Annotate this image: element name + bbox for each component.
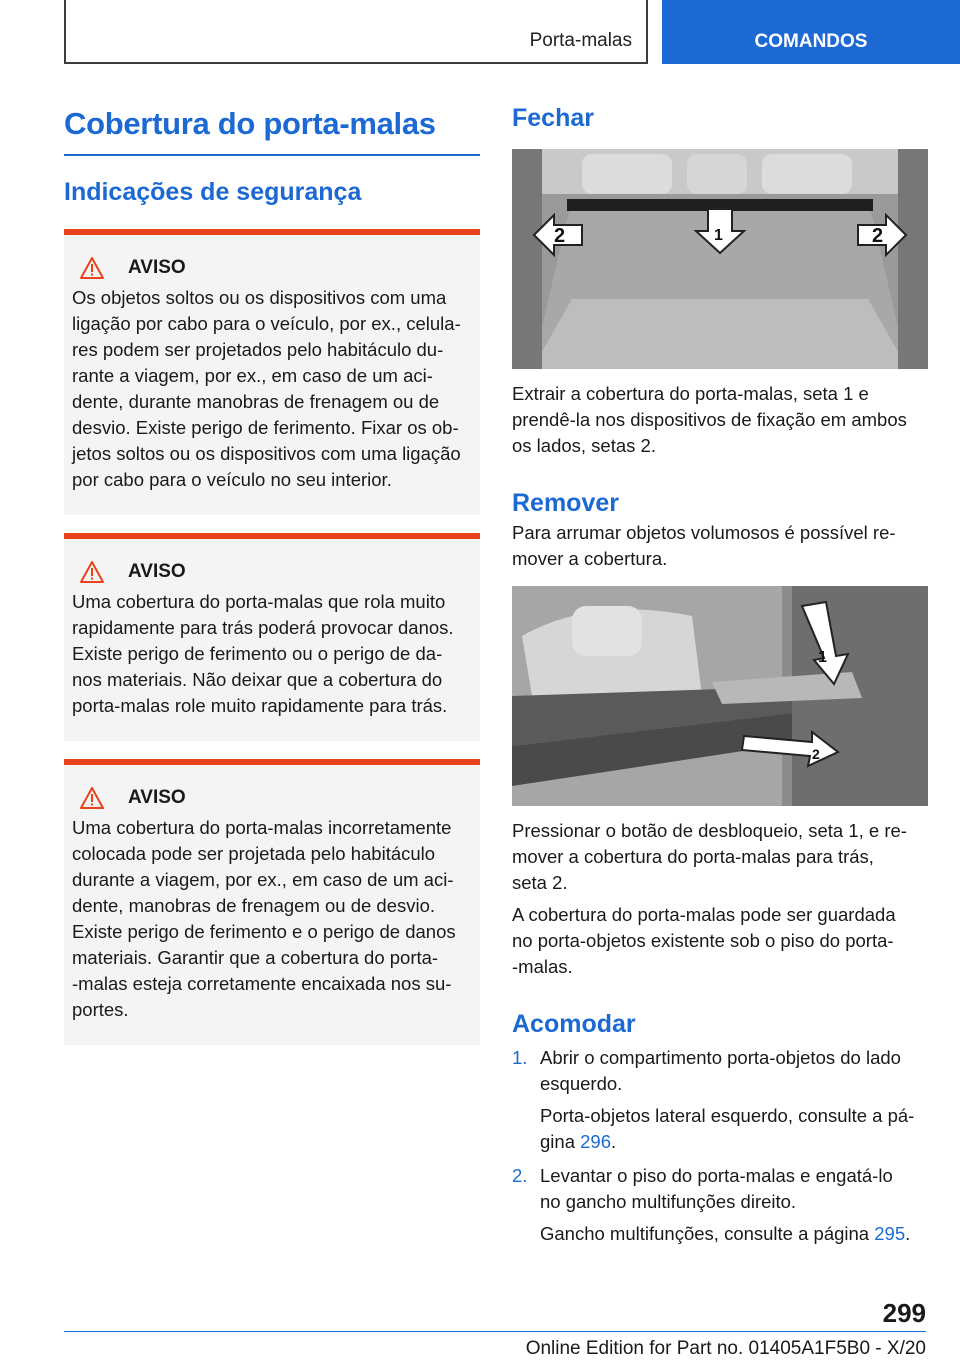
warning-text: Uma cobertura do porta-malas incorretamente colocada pode ser projetada pelo habitáculo durante a viagem, por ex., em caso de um aci- dente, manobras de frenagem ou de desvio. Existe perigo de ferimento e o perigo de danos materiais. Garantir que a cobertura do porta- -malas esteja corretamente encaixada nos su- portes. (72, 817, 456, 1020)
step-number: 1. (512, 1047, 528, 1068)
page-link-295[interactable]: 295 (874, 1223, 906, 1244)
list-item: 2. Levantar o piso do porta-malas e engatá-lo no gancho multifunções direito. Gancho multifunções, consulte a página 295. (512, 1163, 928, 1247)
warning-box-1 (64, 229, 480, 515)
remove-instructions: Pressionar o botão de desbloqueio, seta 1, e re- mover a cobertura do porta-malas para trás, seta 2. A cobertura do porta-malas pode ser guardada no porta-objetos existente sob o piso do porta- -malas. (512, 820, 907, 977)
step-number: 2. (512, 1165, 528, 1186)
svg-text:1: 1 (818, 649, 827, 666)
header-chapter-tab: COMANDOS (662, 0, 960, 64)
warning-triangle-icon (80, 561, 104, 583)
warning-triangle-icon (80, 787, 104, 809)
warning-label: AVISO (128, 257, 186, 278)
warning-box-2 (64, 533, 480, 741)
close-instructions: Extrair a cobertura do porta-malas, seta 1 e prendê-la nos dispositivos de fixação em ambos os lados, setas 2. (512, 383, 907, 456)
remove-heading: Remover (512, 489, 619, 517)
warning-text: Uma cobertura do porta-malas que rola muito rapidamente para trás poderá provocar danos. Existe perigo de ferimento ou o perigo de da- nos materiais. Não deixar que a cobertura do porta-malas role muito rapidamente para trás. (72, 591, 454, 716)
footer-edition: Online Edition for Part no. 01405A1F5B0 - X/20 (525, 1338, 926, 1359)
warning-box-3 (64, 759, 480, 1045)
store-steps-list (512, 1045, 928, 1247)
safety-subtitle: Indicações de segurança (64, 178, 362, 206)
close-figure (512, 149, 928, 369)
warning-triangle-icon (80, 257, 104, 279)
svg-text:2: 2 (554, 225, 566, 247)
page-link-296[interactable]: 296 (580, 1131, 611, 1152)
svg-text:1: 1 (714, 227, 723, 244)
close-heading: Fechar (512, 104, 594, 132)
remove-intro: Para arrumar objetos volumosos é possível re- mover a cobertura. (512, 522, 896, 569)
svg-text:2: 2 (872, 225, 884, 247)
remove-figure (512, 586, 928, 806)
header-section-label: Porta-malas (529, 30, 632, 51)
store-heading: Acomodar (512, 1010, 636, 1038)
svg-text:2: 2 (812, 746, 820, 762)
list-item: 1. Abrir o compartimento porta-objetos do lado esquerdo. Porta-objetos lateral esquerdo, consulte a pá- gina 296. (512, 1045, 928, 1155)
page-number: 299 (882, 1298, 926, 1328)
left-column (64, 100, 480, 1045)
right-column (512, 100, 928, 1255)
warning-label: AVISO (128, 561, 186, 582)
footer-divider (64, 1331, 926, 1332)
warning-label: AVISO (128, 787, 186, 808)
warning-text: Os objetos soltos ou os dispositivos com uma ligação por cabo para o veículo, por ex., celula- res podem ser projetados pelo habitáculo du- rante a viagem, por ex., em caso de um aci- dente, durante manobras de frenagem ou de desvio. Existe perigo de ferimento. Fixar os ob- jetos soltos ou os dispositivos com uma ligação por cabo para o veículo no seu interior. (72, 287, 461, 490)
page-title: Cobertura do porta-malas (64, 100, 480, 156)
header-section-box (64, 0, 648, 64)
